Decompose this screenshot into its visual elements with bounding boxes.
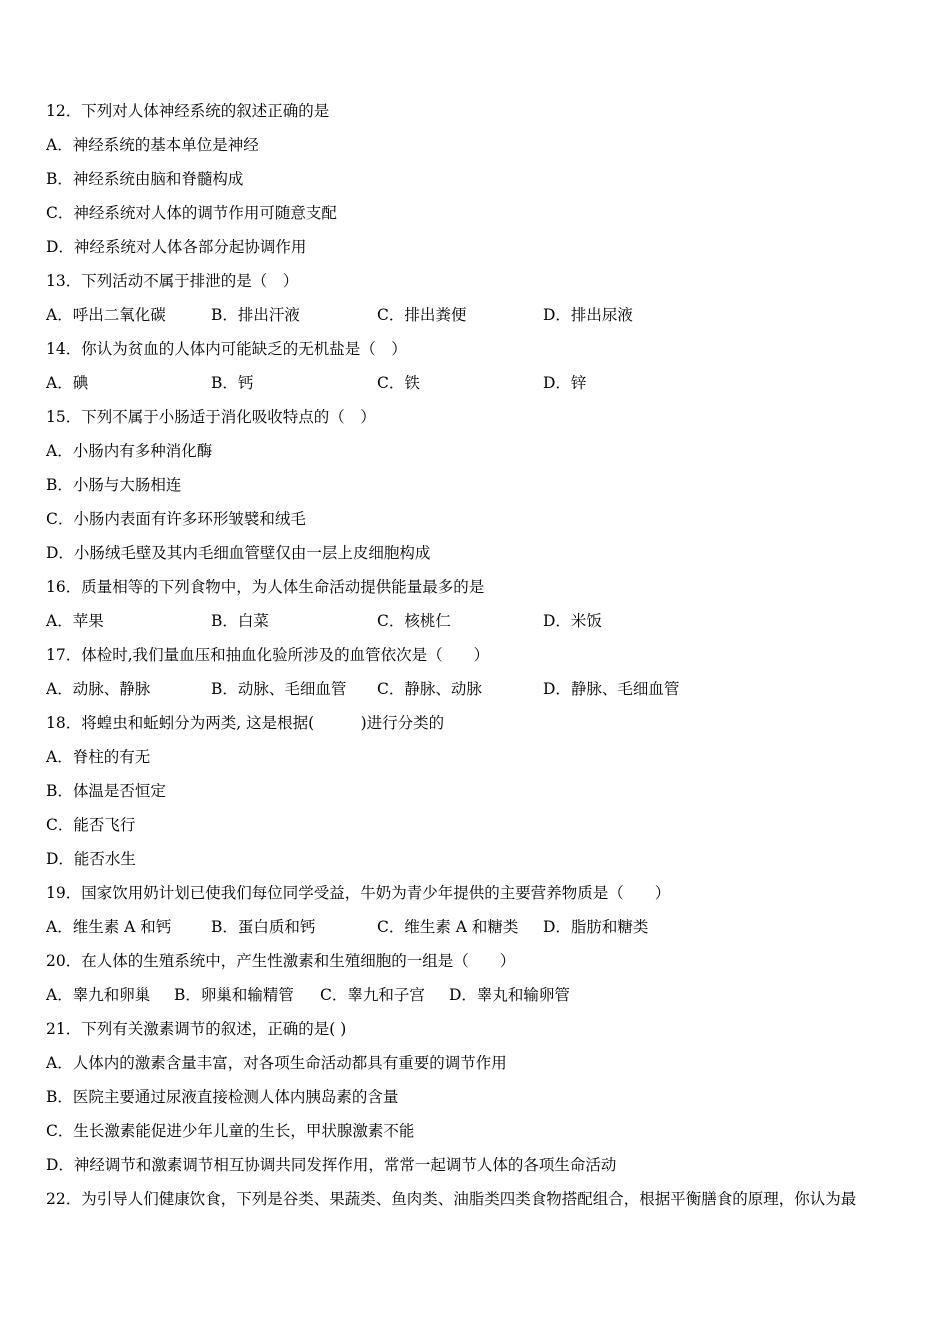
question-16-option-c: C．核桃仁 — [377, 612, 451, 630]
question-13-option-a: A．呼出二氧化碳 — [46, 306, 166, 324]
question-19-option-b: B．蛋白质和钙 — [211, 918, 316, 936]
question-17-option-c: C．静脉、动脉 — [377, 680, 482, 698]
question-14-option-b: B．钙 — [211, 374, 254, 392]
question-14-option-a: A．碘 — [46, 374, 89, 392]
question-18-stem: 18．将蝗虫和蚯蚓分为两类, 这是根据( )进行分类的 — [46, 714, 445, 732]
question-15-option-d: D．小肠绒毛壁及其内毛细血管壁仅由一层上皮细胞构成 — [46, 544, 431, 562]
question-21-option-a: A．人体内的激素含量丰富，对各项生命活动都具有重要的调节作用 — [46, 1054, 507, 1072]
question-12-option-d: D．神经系统对人体各部分起协调作用 — [46, 238, 307, 256]
question-20-option-c: C．睾九和子宫 — [320, 986, 425, 1004]
question-19-option-c: C．维生素 A 和糖类 — [377, 918, 519, 936]
question-14-stem: 14．你认为贫血的人体内可能缺乏的无机盐是（ ） — [46, 340, 407, 358]
question-14-option-d: D．锌 — [543, 374, 587, 392]
question-21-option-b: B．医院主要通过尿液直接检测人体内胰岛素的含量 — [46, 1088, 399, 1106]
question-19-option-a: A．维生素 A 和钙 — [46, 918, 172, 936]
question-13-stem: 13．下列活动不属于排泄的是（ ） — [46, 272, 299, 290]
question-12-option-b: B．神经系统由脑和脊髓构成 — [46, 170, 244, 188]
question-13-option-c: C．排出粪便 — [377, 306, 467, 324]
question-20-option-d: D．睾丸和输卵管 — [449, 986, 570, 1004]
question-15-stem: 15．下列不属于小肠适于消化吸收特点的（ ） — [46, 408, 376, 426]
question-13-option-d: D．排出尿液 — [543, 306, 633, 324]
question-16-option-d: D．米饭 — [543, 612, 602, 630]
question-17-option-d: D．静脉、毛细血管 — [543, 680, 680, 698]
question-18-option-b: B．体温是否恒定 — [46, 782, 166, 800]
question-17-option-a: A．动脉、静脉 — [46, 680, 151, 698]
question-18-option-c: C．能否飞行 — [46, 816, 136, 834]
question-16-stem: 16．质量相等的下列食物中，为人体生命活动提供能量最多的是 — [46, 578, 485, 596]
question-17-stem: 17．体检时,我们量血压和抽血化验所涉及的血管依次是（ ） — [46, 646, 490, 664]
question-16-option-b: B．白菜 — [211, 612, 269, 630]
question-15-option-b: B．小肠与大肠相连 — [46, 476, 182, 494]
question-21-stem: 21．下列有关激素调节的叙述，正确的是( ) — [46, 1020, 347, 1038]
question-20-option-a: A．睾九和卵巢 — [46, 986, 151, 1004]
question-12-option-c: C．神经系统对人体的调节作用可随意支配 — [46, 204, 337, 222]
question-21-option-d: D．神经调节和激素调节相互协调共同发挥作用，常常一起调节人体的各项生命活动 — [46, 1156, 617, 1174]
question-14-option-c: C．铁 — [377, 374, 420, 392]
question-20-option-b: B．卵巢和输精管 — [174, 986, 294, 1004]
question-16-option-a: A．苹果 — [46, 612, 104, 630]
question-20-stem: 20．在人体的生殖系统中，产生性激素和生殖细胞的一组是（ ） — [46, 952, 516, 970]
question-15-option-a: A．小肠内有多种消化酶 — [46, 442, 213, 460]
question-22-stem: 22．为引导人们健康饮食，下列是谷类、果蔬类、鱼肉类、油脂类四类食物搭配组合，根据平衡膳食的原理，你认为最 — [46, 1190, 857, 1208]
question-17-option-b: B．动脉、毛细血管 — [211, 680, 347, 698]
question-18-option-d: D．能否水生 — [46, 850, 136, 868]
question-12-stem: 12．下列对人体神经系统的叙述正确的是 — [46, 102, 330, 120]
question-15-option-c: C．小肠内表面有许多环形皱襞和绒毛 — [46, 510, 306, 528]
question-18-option-a: A．脊柱的有无 — [46, 748, 151, 766]
question-21-option-c: C．生长激素能促进少年儿童的生长，甲状腺激素不能 — [46, 1122, 415, 1140]
question-19-option-d: D．脂肪和糖类 — [543, 918, 649, 936]
question-13-option-b: B．排出汗液 — [211, 306, 300, 324]
question-12-option-a: A．神经系统的基本单位是神经 — [46, 136, 259, 154]
question-19-stem: 19．国家饮用奶计划已使我们每位同学受益，牛奶为青少年提供的主要营养物质是（ ） — [46, 884, 671, 902]
